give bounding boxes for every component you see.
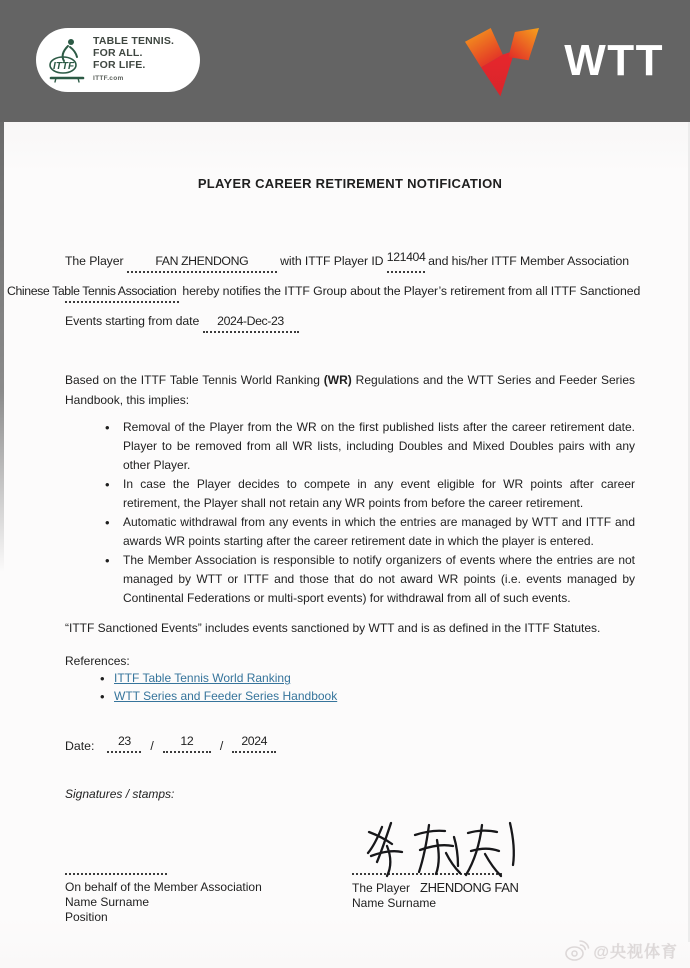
intro-seg5: Events starting from date — [65, 314, 200, 328]
wtt-logo — [456, 24, 664, 98]
basis-pre: Based on the ITTF Table Tennis World Ranking — [65, 373, 324, 387]
player-caption-prefix: The Player — [352, 881, 411, 895]
list-item — [100, 688, 635, 706]
date-month-field — [163, 736, 211, 753]
retirement-date-value: 2024-Dec-23 — [217, 314, 284, 328]
references-label: References: — [65, 654, 130, 668]
intro-seg4: hereby notifies the ITTF Group about the Player’s retirement from all ITTF Sanctioned — [182, 284, 641, 298]
intro-line-2 — [7, 276, 641, 306]
association-signature-space — [65, 803, 352, 873]
references-list — [65, 670, 635, 705]
date-day-value: 23 — [117, 734, 131, 748]
wtt-wordmark: WTT — [564, 36, 664, 85]
ittf-tagline-line2: FOR ALL. — [93, 47, 143, 59]
ittf-logo — [36, 28, 200, 92]
intro-seg2: with ITTF Player ID — [280, 254, 384, 268]
association-value: Chinese Table Tennis Association — [7, 284, 177, 298]
watermark-text: @央视体育 — [593, 943, 678, 961]
ittf-tagline-line3: FOR LIFE. — [93, 59, 146, 71]
intro-paragraph — [7, 246, 641, 336]
date-month-value: 12 — [180, 734, 194, 748]
wtt-mark-icon — [456, 24, 548, 98]
intro-line-1 — [65, 246, 635, 276]
ittf-site-url: ITTF.com — [93, 75, 124, 82]
date-separator: / — [219, 739, 224, 753]
player-name-caption: Name Surname — [352, 896, 437, 910]
ittf-player-icon — [48, 36, 88, 84]
player-signature-space — [352, 803, 635, 873]
intro-line-3 — [65, 306, 635, 336]
player-signature-caption — [352, 880, 635, 896]
player-id-value: 121404 — [386, 250, 426, 264]
date-year-value: 2024 — [241, 734, 268, 748]
association-signature-column — [65, 803, 352, 925]
date-separator: / — [150, 739, 154, 753]
signatures-label: Signatures / stamps: — [65, 787, 175, 801]
photo-edge-left — [0, 122, 4, 572]
sanctioned-events-note: “ITTF Sanctioned Events” includes events sanctioned by WTT and is as defined in the ITTF Statutes. — [65, 621, 601, 635]
document-page — [0, 122, 690, 968]
intro-seg1: The Player — [65, 254, 124, 268]
list-item: • Automatic withdrawal from any events in which the entries are managed by WTT and ITTF and awards WR points starting after the career retirement date in which the player is entered. — [105, 513, 635, 551]
association-signature-caption: On behalf of the Member Association — [65, 880, 262, 894]
signature-block — [65, 803, 635, 925]
basis-post: Regulations and the WTT Series and Feeder Series Handbook, this implies: — [65, 373, 635, 407]
ittf-short-text: ITTF — [53, 61, 75, 72]
list-item: • The Member Association is responsible to notify organizers of events where the entries are not managed by WTT or ITTF and those that do not award WR points (i.e. events managed by Continental Federations or multi-sport events) for withdrawal from all of such events. — [105, 551, 635, 608]
association-field — [7, 286, 179, 303]
basis-paragraph — [65, 370, 635, 410]
list-item — [100, 670, 635, 688]
player-name-value: FAN ZHENDONG — [155, 254, 249, 268]
player-typed-name: ZHENDONG FAN — [420, 880, 519, 895]
weibo-icon — [564, 938, 590, 962]
list-item: • Removal of the Player from the WR on the first published lists after the career retirement date. Player to be removed from all WR lists, including Doubles and Mixed Doubles pairs with any other Player. — [105, 418, 635, 475]
date-year-field — [232, 736, 276, 753]
weibo-watermark — [564, 938, 678, 962]
date-label: Date: — [65, 739, 95, 753]
association-signature-line — [65, 873, 167, 875]
player-name-field — [127, 256, 277, 273]
intro-seg3: and his/her ITTF Member Association — [428, 254, 629, 268]
basis-bold-wr: (WR) — [323, 373, 352, 387]
reference-link-wr[interactable]: ITTF Table Tennis World Ranking — [114, 671, 291, 685]
player-signature-column — [352, 803, 635, 925]
association-name-caption: Name Surname — [65, 895, 150, 909]
date-row — [65, 735, 635, 753]
header-band — [0, 0, 690, 122]
ittf-tagline-line1: TABLE TENNIS. — [93, 35, 175, 47]
list-item: • In case the Player decides to compete in any event eligible for WR points after career retirement, the Player shall not retain any WR points from before the career retirement. — [105, 475, 635, 513]
page-title: PLAYER CAREER RETIREMENT NOTIFICATION — [197, 176, 503, 191]
player-id-field — [386, 250, 426, 273]
implications-list — [65, 418, 635, 608]
references-section — [65, 653, 635, 705]
date-day-field — [107, 736, 141, 753]
ittf-tagline — [93, 35, 174, 85]
retirement-date-field — [203, 316, 299, 333]
association-position-caption: Position — [65, 910, 108, 924]
reference-link-handbook[interactable]: WTT Series and Feeder Series Handbook — [114, 688, 338, 703]
player-handwritten-signature — [358, 815, 523, 881]
